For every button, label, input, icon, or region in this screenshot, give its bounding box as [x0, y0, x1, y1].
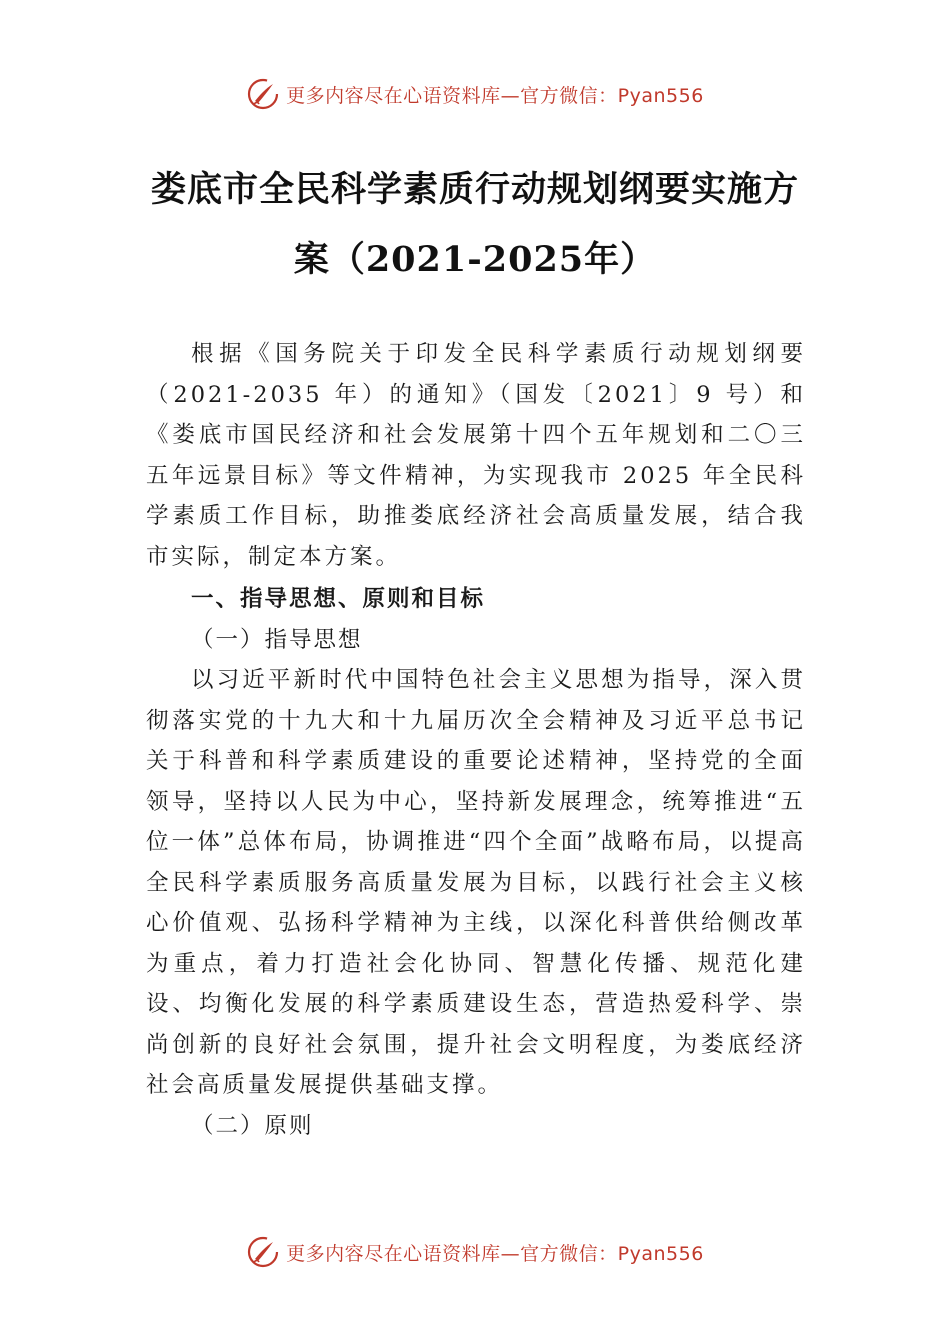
section-1-heading: 一、指导思想、原则和目标: [191, 586, 486, 612]
subsection-1-heading: （一）指导思想: [191, 626, 363, 653]
footer-watermark: [0, 1232, 950, 1272]
brush-logo-icon: [246, 1235, 280, 1269]
brush-logo-icon: [246, 77, 280, 111]
document-title-line-1: 娄底市全民科学素质行动规划纲要实施方: [150, 169, 799, 210]
watermark-text: 更多内容尽在心语资料库—官方微信：Pyan556: [286, 1242, 704, 1265]
document-body: [146, 334, 806, 1146]
subsection-2-heading: （二）原则: [191, 1112, 314, 1139]
subsection-1-body: 以习近平新时代中国特色社会主义思想为指导，深入贯彻落实党的十九大和十九届历次全会精神及习近平总书记关于科普和科学素质建设的重要论述精神，坚持党的全面领导，坚持以人民为中心，坚持新发展理念，统筹推进“五位一体”总体布局，协调推进“四个全面”战略布局，以提高全民科学素质服务高质量发展为目标，以践行社会主义核心价值观、弘扬科学精神为主线，以深化科普供给侧改革为重点，着力打造社会化协同、智慧化传播、规范化建设、均衡化发展的科学素质建设生态，营造热爱科学、崇尚创新的良好社会氛围，提升社会文明程度，为娄底经济社会高质量发展提供基础支撑。: [146, 667, 806, 1098]
watermark-text: 更多内容尽在心语资料库—官方微信：Pyan556: [286, 84, 704, 107]
intro-paragraph: 根据《国务院关于印发全民科学素质行动规划纲要（2021-2035 年）的通知》（国发〔2021〕9 号）和《娄底市国民经济和社会发展第十四个五年规划和二〇三五年远景目标》等文件精神，为实现我市 2025 年全民科学素质工作目标，助推娄底经济社会高质量发展，结合我市实际，制定本方案。: [146, 341, 806, 570]
document-title-line-2: 案（2021-2025年）: [293, 239, 657, 280]
header-watermark: [0, 74, 950, 114]
